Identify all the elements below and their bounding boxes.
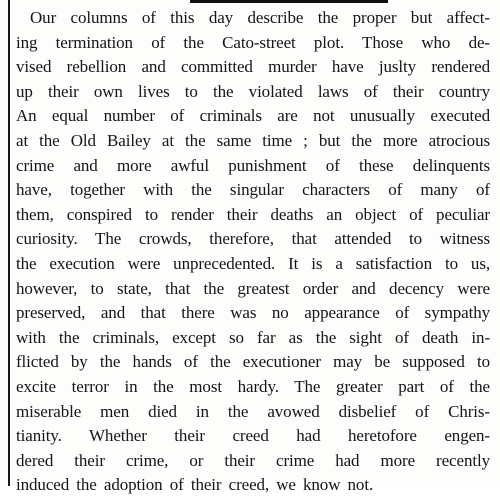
article-line: them, conspired to render their deaths an object of peculiar [16, 204, 490, 224]
article-line: flicted by the hands of the executioner may be supposed to [16, 352, 490, 372]
article-line: tianity. Whether their creed had heretofore engen- [16, 426, 490, 446]
article-line: with the criminals, except so far as the sight of death in- [16, 327, 490, 347]
article-line: preserved, and that there was no appearance of sympathy [16, 303, 490, 323]
article-line: Our columns of this day describe the proper but affect- [30, 8, 490, 27]
article-line: curiosity. The crowds, therefore, that attended to witness [16, 229, 490, 249]
top-rule [190, 0, 388, 3]
article-line: have, together with the singular characters of many of [16, 180, 490, 200]
article-line: however, to state, that the greatest order and decency were [16, 278, 490, 298]
article-line: up their own lives to the violated laws of their country [16, 81, 490, 101]
article-line: at the Old Bailey at the same time ; but the more atrocious [16, 130, 490, 150]
article-line: the execution were unprecedented. It is a satisfaction to us, [16, 253, 490, 273]
article-line: induced the adoption of their creed, we know not. [16, 475, 374, 495]
article-body [16, 6, 490, 498]
article-line: ing termination of the Cato-street plot. Those who de- [16, 32, 490, 52]
column-rule [8, 0, 10, 486]
article-line: miserable men died in the avowed disbelief of Chris- [16, 401, 490, 421]
article-line: An equal number of criminals are not unusually executed [16, 106, 490, 126]
article-line: vised rebellion and committed murder have juslty rendered [16, 57, 490, 77]
article-line: excite terror in the most hardy. The greater part of the [16, 376, 490, 396]
article-line: dered their crime, or their crime had more recently [16, 450, 490, 470]
article-line: crime and more awful punishment of these delinquents [16, 155, 490, 175]
